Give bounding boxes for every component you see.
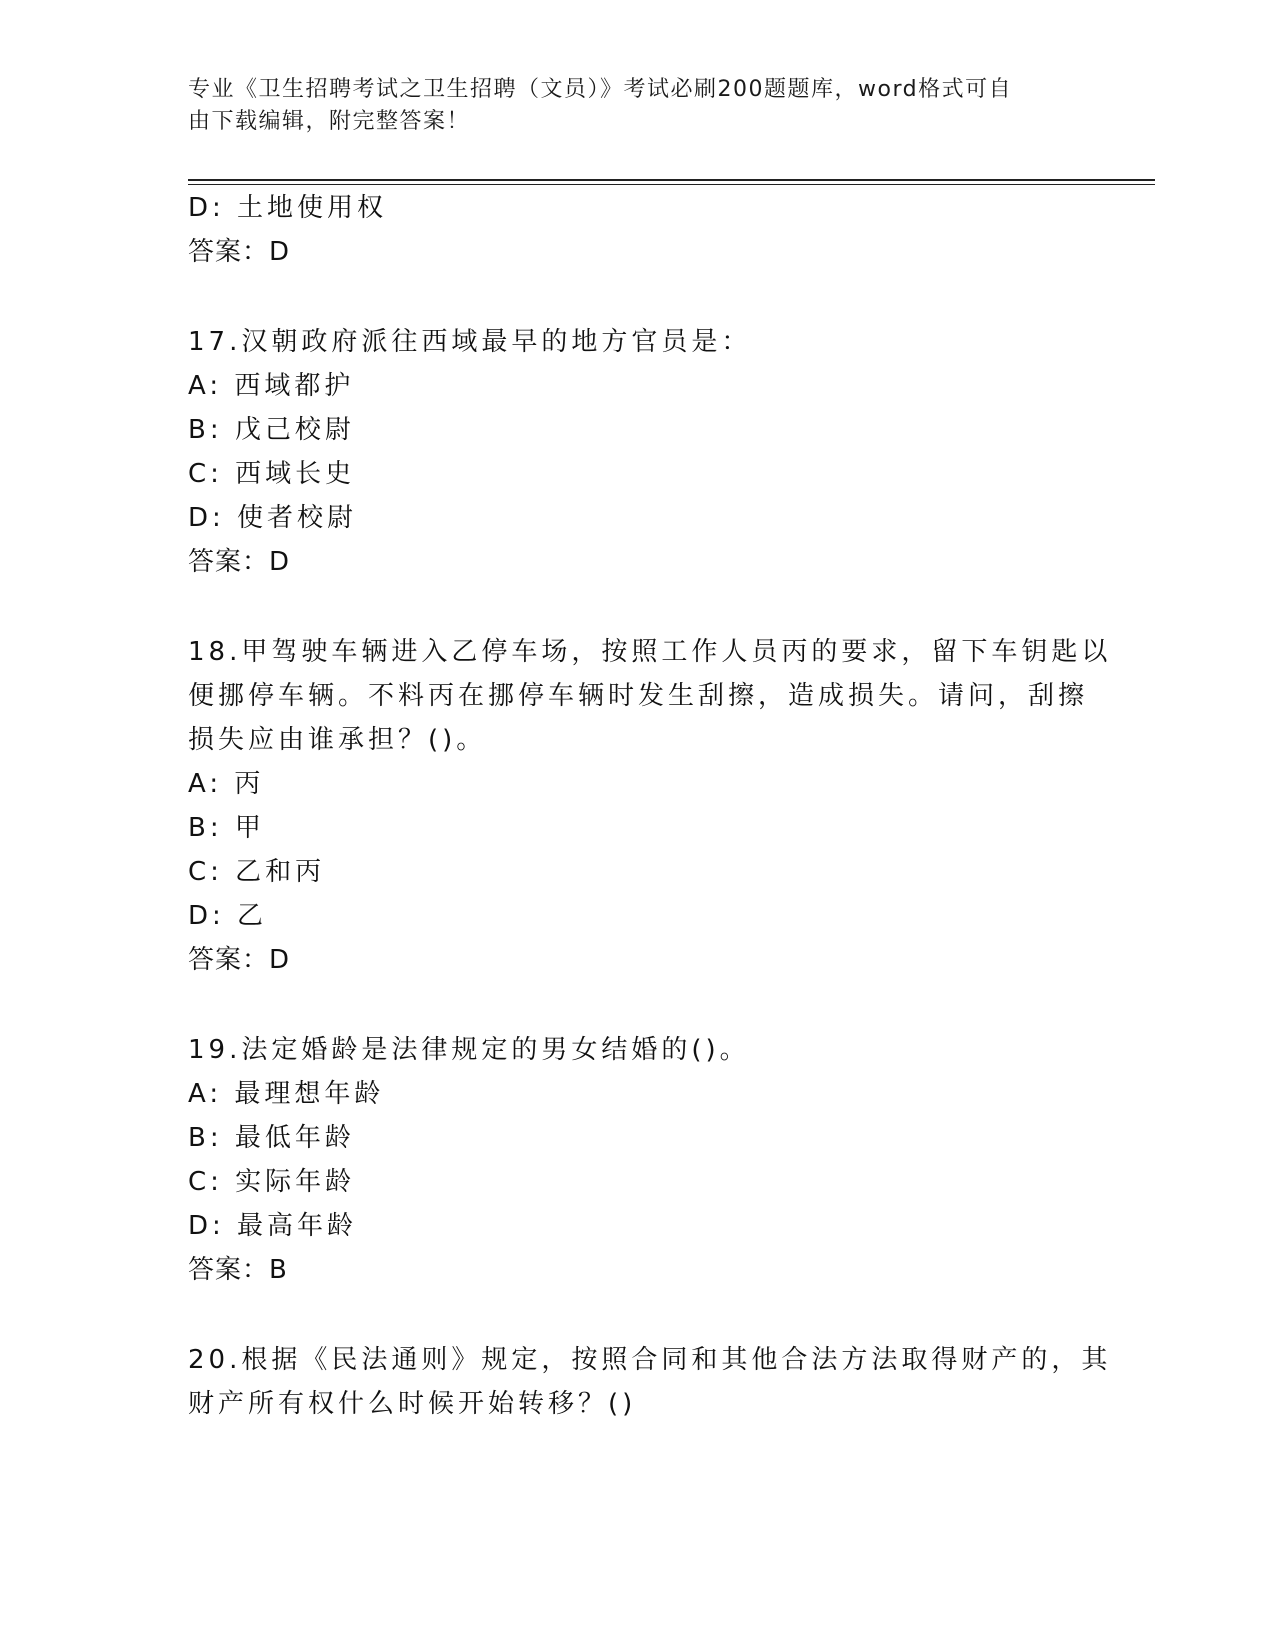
q19-option-d: D: 最高年龄 <box>188 1211 358 1241</box>
q19-option-b: B: 最低年龄 <box>188 1123 355 1153</box>
q18-stem-line-3: 损失应由谁承担？()。 <box>188 725 487 755</box>
q17-stem: 17.汉朝政府派往西域最早的地方官员是： <box>188 327 752 357</box>
q20-stem-line-1: 20.根据《民法通则》规定，按照合同和其他合法方法取得财产的，其 <box>188 1345 1112 1375</box>
header-line-2: 由下载编辑，附完整答案！ <box>188 109 471 134</box>
q17-answer: 答案：D <box>188 547 291 577</box>
q19-option-a: A: 最理想年龄 <box>188 1079 385 1109</box>
q17-option-b: B: 戊己校尉 <box>188 415 355 445</box>
prev-option-d: D: 土地使用权 <box>188 193 388 223</box>
q17-option-c: C: 西域长史 <box>188 459 356 489</box>
q18-option-a: A: 丙 <box>188 769 265 799</box>
q18-answer: 答案：D <box>188 945 291 975</box>
q19-option-c: C: 实际年龄 <box>188 1167 356 1197</box>
document-header <box>188 74 1068 138</box>
q19-stem: 19.法定婚龄是法律规定的男女结婚的()。 <box>188 1035 750 1065</box>
q19-answer: 答案：B <box>188 1255 288 1285</box>
q20-stem-line-2: 财产所有权什么时候开始转移？() <box>188 1389 637 1419</box>
q18-stem-line-2: 便挪停车辆。不料丙在挪停车辆时发生刮擦，造成损失。请问，刮擦 <box>188 681 1089 711</box>
header-divider-thin <box>188 184 1155 185</box>
header-line-1: 专业《卫生招聘考试之卫生招聘（文员）》考试必刷200题题库，word格式可自 <box>188 77 1013 102</box>
q17-option-d: D: 使者校尉 <box>188 503 358 533</box>
q18-option-d: D: 乙 <box>188 901 268 931</box>
prev-answer: 答案：D <box>188 237 291 267</box>
header-divider <box>188 179 1155 181</box>
q18-option-b: B: 甲 <box>188 813 265 843</box>
q17-option-a: A: 西域都护 <box>188 371 355 401</box>
q18-option-c: C: 乙和丙 <box>188 857 326 887</box>
q18-stem-line-1: 18.甲驾驶车辆进入乙停车场，按照工作人员丙的要求，留下车钥匙以 <box>188 637 1112 667</box>
